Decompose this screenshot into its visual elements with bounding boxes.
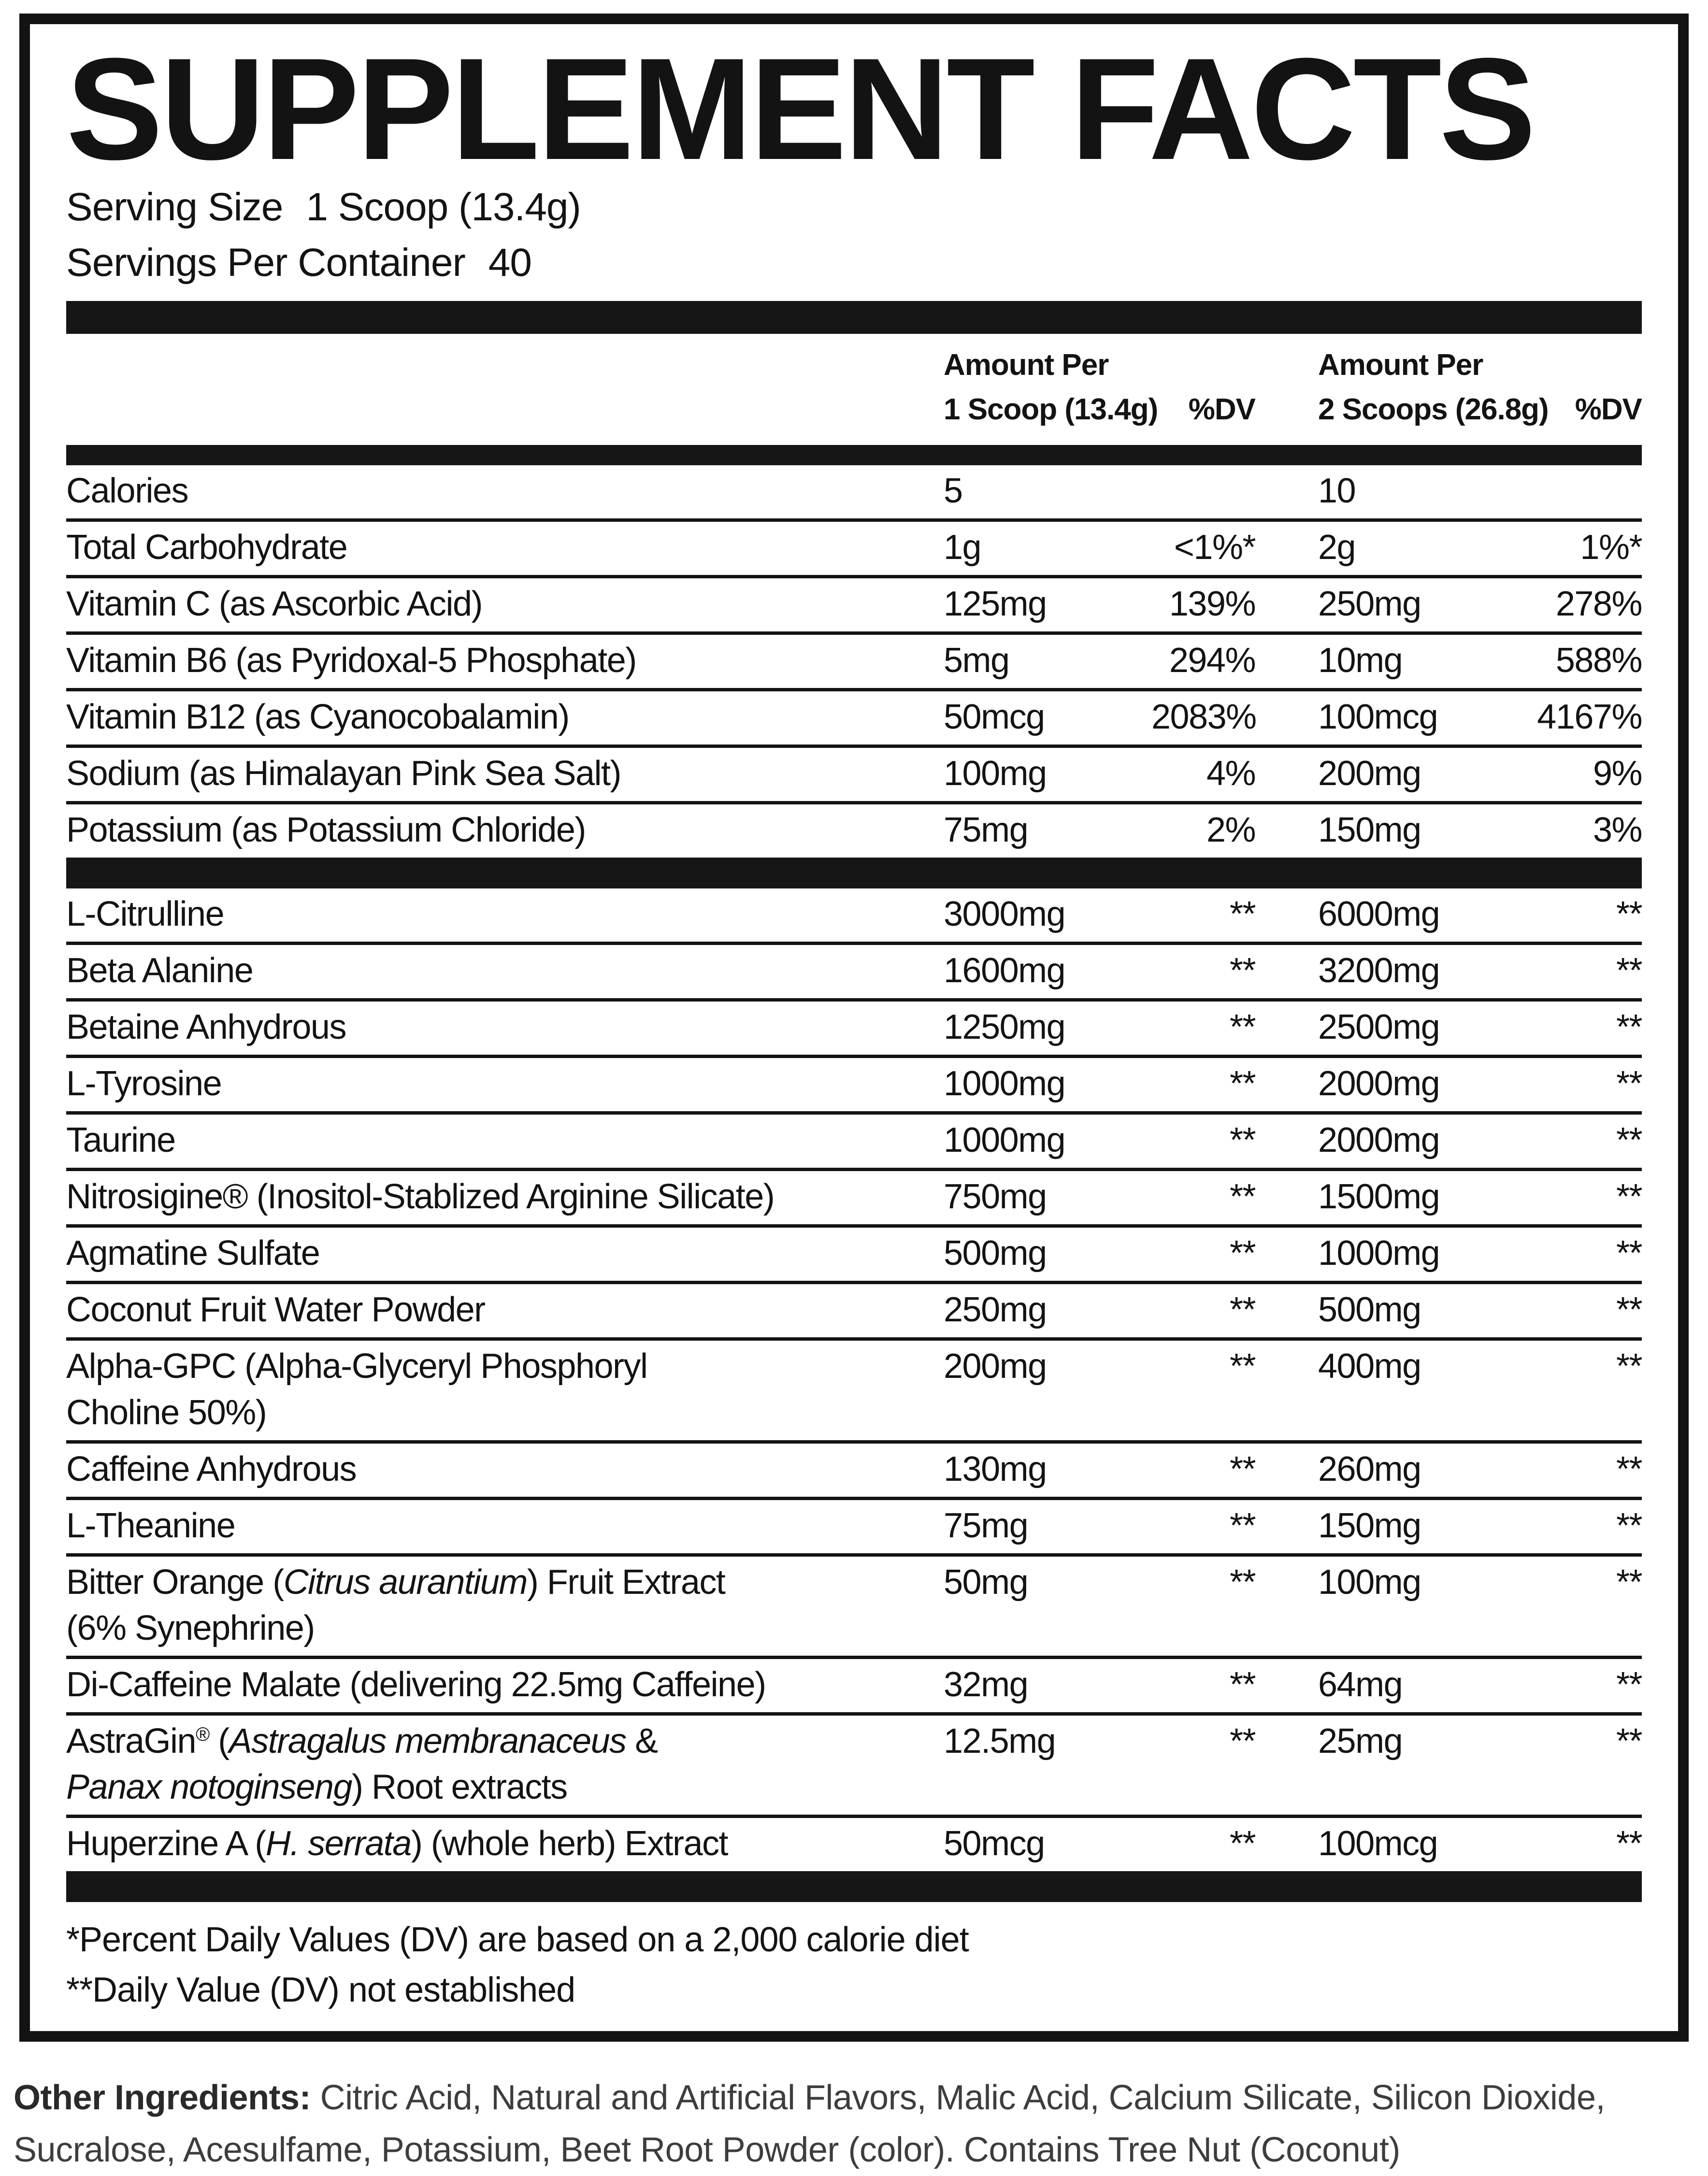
- servings-per-container-line: [66, 238, 1642, 288]
- amount-per-1scoop: 75mg: [944, 1506, 1028, 1545]
- ingredient-name: Beta Alanine: [66, 951, 253, 990]
- ingredient-name: Calories: [66, 472, 188, 510]
- ingredient-name: Potassium (as Potassium Chloride): [66, 811, 586, 850]
- dv-per-2scoops: 3%: [1593, 811, 1642, 850]
- ingredient-row: [66, 688, 1642, 744]
- ingredient-row: [66, 888, 1642, 942]
- dv-per-1scoop: **: [1229, 1506, 1255, 1545]
- dv-per-1scoop: **: [1229, 1121, 1255, 1160]
- dv-per-2scoops: **: [1616, 1665, 1642, 1704]
- ingredient-row: [66, 518, 1642, 575]
- ingredient-name: Total Carbohydrate: [66, 528, 347, 567]
- col-header-amount-1scoop: [944, 348, 1158, 426]
- dv-per-2scoops: **: [1616, 951, 1642, 990]
- amount-per-2scoops: 200mg: [1318, 754, 1421, 793]
- amount-per-2scoops: 1000mg: [1318, 1234, 1440, 1273]
- ingredient-name: L-Tyrosine: [66, 1064, 222, 1103]
- amount-per-2scoops: 3200mg: [1318, 951, 1440, 990]
- col-header-amount-1scoop-line1: Amount Per: [944, 348, 1109, 382]
- amount-per-1scoop: 1000mg: [944, 1064, 1065, 1103]
- dv-per-1scoop: **: [1229, 1064, 1255, 1103]
- ingredient-row: [66, 1055, 1642, 1111]
- amount-per-1scoop: 75mg: [944, 811, 1028, 850]
- ingredient-name: Caffeine Anhydrous: [66, 1449, 357, 1489]
- serving-size-label: Serving Size: [66, 185, 283, 229]
- col-header-dv-2scoops: %DV: [1575, 393, 1642, 426]
- amount-per-1scoop: 1g: [944, 528, 981, 567]
- ingredient-name: Betaine Anhydrous: [66, 1008, 346, 1047]
- ingredient-row: [66, 1497, 1642, 1553]
- amount-per-1scoop: 130mg: [944, 1449, 1047, 1489]
- amount-per-2scoops: 250mg: [1318, 585, 1421, 624]
- dv-per-1scoop: <1%*: [1174, 528, 1255, 567]
- dv-per-1scoop: **: [1229, 1824, 1255, 1863]
- amount-per-2scoops: 6000mg: [1318, 895, 1440, 934]
- amount-per-2scoops: 400mg: [1318, 1347, 1421, 1386]
- ingredient-name: Vitamin B12 (as Cyanocobalamin): [66, 698, 569, 737]
- ingredient-name: Agmatine Sulfate: [66, 1234, 320, 1273]
- dv-per-2scoops: **: [1616, 1506, 1642, 1545]
- ingredient-row: [66, 1440, 1642, 1497]
- amount-per-2scoops: 1500mg: [1318, 1177, 1440, 1217]
- dv-per-1scoop: 294%: [1169, 641, 1255, 680]
- dv-per-2scoops: **: [1616, 1008, 1642, 1047]
- amount-per-2scoops: 2000mg: [1318, 1064, 1440, 1103]
- ingredient-name: L-Citrulline: [66, 895, 224, 934]
- dv-per-2scoops: **: [1616, 1234, 1642, 1273]
- dv-per-2scoops: **: [1616, 1449, 1642, 1489]
- dv-per-2scoops: 9%: [1593, 754, 1642, 793]
- amount-per-1scoop: 5: [944, 472, 962, 510]
- other-ingredients-text: Citric Acid, Natural and Artificial Flavors, Malic Acid, Calcium Silicate, Silicon Dioxide, Sucralose, Acesulfame, Potassium, Beet Root Powder (color). Contains Tree Nut (Coconut): [14, 2078, 1605, 2169]
- ingredient-name: Di-Caffeine Malate (delivering 22.5mg Caffeine): [66, 1665, 766, 1704]
- dv-per-1scoop: **: [1229, 1008, 1255, 1047]
- dv-per-2scoops: 4167%: [1537, 698, 1642, 737]
- dv-per-1scoop: 2083%: [1151, 698, 1256, 737]
- ingredient-row: [66, 1111, 1642, 1168]
- dv-per-2scoops: **: [1616, 1562, 1642, 1602]
- page-title: SUPPLEMENT FACTS: [66, 28, 1534, 190]
- ingredient-row: [66, 998, 1642, 1055]
- actives-section: [66, 888, 1642, 1871]
- amount-per-1scoop: 200mg: [944, 1347, 1047, 1386]
- ingredient-row: [66, 575, 1642, 631]
- dv-per-1scoop: **: [1229, 1347, 1255, 1386]
- ingredient-row: [66, 1281, 1642, 1337]
- dv-per-1scoop: 4%: [1206, 754, 1255, 793]
- dv-per-1scoop: **: [1229, 1449, 1255, 1489]
- dv-per-1scoop: **: [1229, 951, 1255, 990]
- col-header-amount-2scoops: [1255, 348, 1549, 426]
- ingredient-row: [66, 1815, 1642, 1871]
- divider-bar-mid: [66, 858, 1642, 888]
- dv-per-2scoops: **: [1616, 1721, 1642, 1761]
- amount-per-1scoop: 250mg: [944, 1290, 1047, 1330]
- ingredient-row: [66, 1168, 1642, 1224]
- amount-per-2scoops: 100mg: [1318, 1562, 1421, 1602]
- amount-per-1scoop: 5mg: [944, 641, 1009, 680]
- amount-per-1scoop: 50mcg: [944, 698, 1045, 737]
- other-ingredients-label: Other Ingredients:: [14, 2078, 311, 2117]
- serving-size-value: 1 Scoop (13.4g): [306, 185, 581, 229]
- ingredient-name: Taurine: [66, 1121, 175, 1160]
- amount-per-2scoops: 10: [1318, 472, 1356, 510]
- amount-per-1scoop: 50mcg: [944, 1824, 1045, 1863]
- dv-per-2scoops: **: [1616, 1290, 1642, 1330]
- dv-per-2scoops: **: [1616, 895, 1642, 934]
- col-header-amount-2scoops-line1: Amount Per: [1318, 348, 1483, 382]
- amount-per-2scoops: 2g: [1318, 528, 1356, 567]
- amount-per-2scoops: 150mg: [1318, 811, 1421, 850]
- amount-per-1scoop: 12.5mg: [944, 1721, 1056, 1761]
- amount-per-2scoops: 100mcg: [1318, 1824, 1438, 1863]
- ingredient-row: [66, 1656, 1642, 1712]
- ingredient-row: [66, 1337, 1642, 1440]
- ingredient-name: AstraGin® (Astragalus membranaceus & Panax notoginseng) Root extracts: [66, 1721, 658, 1806]
- footnote-daily-values: *Percent Daily Values (DV) are based on a 2,000 calorie diet: [66, 1920, 969, 1959]
- ingredient-name: Coconut Fruit Water Powder: [66, 1290, 485, 1330]
- dv-per-2scoops: **: [1616, 1064, 1642, 1103]
- other-ingredients: [14, 2072, 1694, 2176]
- amount-per-1scoop: 1600mg: [944, 951, 1065, 990]
- nutrients-section: [66, 465, 1642, 858]
- dv-per-1scoop: 2%: [1206, 811, 1255, 850]
- dv-per-1scoop: **: [1229, 1290, 1255, 1330]
- ingredient-name: Huperzine A (H. serrata) (whole herb) Extract: [66, 1824, 728, 1863]
- footnotes: [66, 1902, 1642, 2031]
- divider-bar-bottom: [66, 1871, 1642, 1902]
- serving-size-line: [66, 183, 1642, 232]
- ingredient-name: Vitamin B6 (as Pyridoxal-5 Phosphate): [66, 641, 636, 680]
- amount-per-1scoop: 50mg: [944, 1562, 1028, 1602]
- dv-per-1scoop: **: [1229, 1177, 1255, 1217]
- amount-per-1scoop: 1000mg: [944, 1121, 1065, 1160]
- dv-per-2scoops: **: [1616, 1121, 1642, 1160]
- dv-per-2scoops: 1%*: [1580, 528, 1642, 567]
- ingredient-row: [66, 1712, 1642, 1815]
- ingredient-row: [66, 465, 1642, 518]
- amount-per-1scoop: 3000mg: [944, 895, 1065, 934]
- amount-per-2scoops: 260mg: [1318, 1449, 1421, 1489]
- divider-bar-under-headers: [66, 445, 1642, 465]
- amount-per-1scoop: 500mg: [944, 1234, 1047, 1273]
- dv-per-1scoop: **: [1229, 895, 1255, 934]
- amount-per-2scoops: 10mg: [1318, 641, 1403, 680]
- amount-per-2scoops: 25mg: [1318, 1721, 1403, 1761]
- amount-per-2scoops: 100mcg: [1318, 698, 1438, 737]
- amount-per-2scoops: 2500mg: [1318, 1008, 1440, 1047]
- dv-per-2scoops: 278%: [1555, 585, 1642, 624]
- amount-per-2scoops: 150mg: [1318, 1506, 1421, 1545]
- ingredient-name: L-Theanine: [66, 1506, 235, 1545]
- dv-per-1scoop: **: [1229, 1665, 1255, 1704]
- supplement-facts-panel: [19, 14, 1689, 2042]
- col-header-amount-2scoops-line2: 2 Scoops (26.8g): [1318, 393, 1549, 426]
- dv-per-2scoops: 588%: [1555, 641, 1642, 680]
- amount-per-1scoop: 100mg: [944, 754, 1047, 793]
- dv-per-1scoop: **: [1229, 1234, 1255, 1273]
- amount-per-1scoop: 1250mg: [944, 1008, 1065, 1047]
- amount-per-1scoop: 750mg: [944, 1177, 1047, 1217]
- col-header-dv-1scoop: %DV: [1188, 393, 1255, 426]
- dv-per-2scoops: **: [1616, 1177, 1642, 1217]
- dv-per-1scoop: 139%: [1169, 585, 1255, 624]
- amount-per-2scoops: 2000mg: [1318, 1121, 1440, 1160]
- ingredient-row: [66, 744, 1642, 801]
- dv-per-2scoops: **: [1616, 1347, 1642, 1386]
- amount-per-1scoop: 32mg: [944, 1665, 1028, 1704]
- ingredient-name: Nitrosigine® (Inositol-Stablized Arginine Silicate): [66, 1177, 775, 1217]
- footnote-not-established: **Daily Value (DV) not established: [66, 1971, 575, 2010]
- servings-per-container-label: Servings Per Container: [66, 240, 465, 285]
- servings-per-container-value: 40: [488, 240, 531, 285]
- dv-per-1scoop: **: [1229, 1721, 1255, 1761]
- amount-per-2scoops: 64mg: [1318, 1665, 1403, 1704]
- ingredient-row: [66, 631, 1642, 688]
- amount-per-2scoops: 500mg: [1318, 1290, 1421, 1330]
- column-headers: [66, 334, 1642, 445]
- dv-per-2scoops: **: [1616, 1824, 1642, 1863]
- ingredient-row: [66, 1553, 1642, 1656]
- ingredient-row: [66, 1224, 1642, 1281]
- ingredient-name: Alpha-GPC (Alpha-Glyceryl Phosphoryl Choline 50%): [66, 1347, 647, 1432]
- dv-per-1scoop: **: [1229, 1562, 1255, 1602]
- ingredient-row: [66, 801, 1642, 858]
- amount-per-1scoop: 125mg: [944, 585, 1047, 624]
- ingredient-name: Sodium (as Himalayan Pink Sea Salt): [66, 754, 621, 793]
- ingredient-name: Vitamin C (as Ascorbic Acid): [66, 585, 482, 624]
- divider-bar-top: [66, 301, 1642, 334]
- ingredient-row: [66, 942, 1642, 998]
- ingredient-name: Bitter Orange (Citrus aurantium) Fruit Extract (6% Synephrine): [66, 1562, 725, 1647]
- col-header-amount-1scoop-line2: 1 Scoop (13.4g): [944, 393, 1158, 426]
